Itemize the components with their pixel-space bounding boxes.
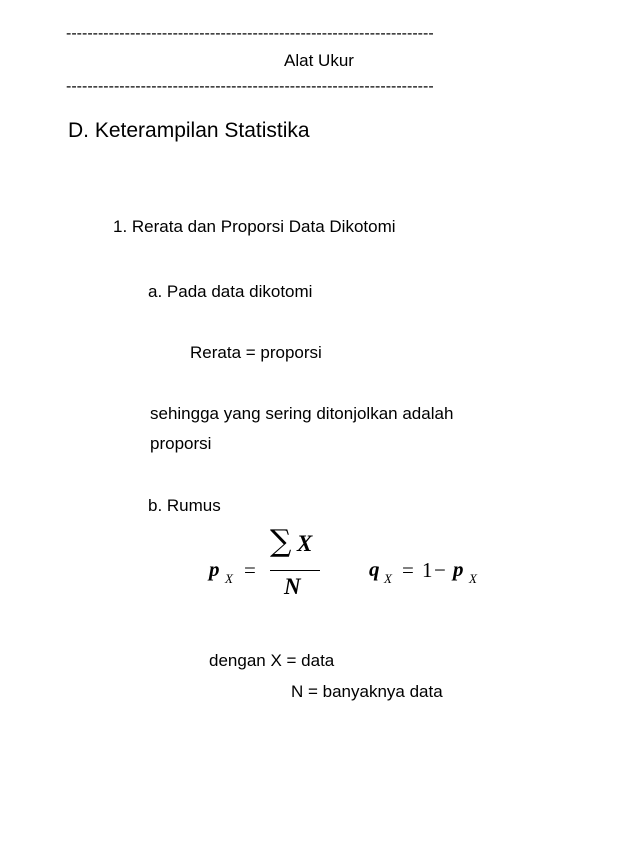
formula-1-numerator: X [297, 531, 313, 556]
subsection-heading: 1. Rerata dan Proporsi Data Dikotomi [113, 217, 396, 236]
rerata-statement: Rerata = proporsi [190, 343, 322, 362]
sehingga-line-2: proporsi [150, 434, 212, 453]
formula-2-minus: − [434, 558, 446, 582]
fraction-bar [270, 570, 320, 571]
header-top-divider: --------------------------------------------------------------------- [66, 26, 434, 42]
header-bottom-divider: --------------------------------------------------------------------- [66, 79, 434, 95]
formula-1-lhs: p [209, 557, 220, 581]
point-a: a. Pada data dikotomi [148, 282, 313, 301]
header-title: Alat Ukur [284, 51, 354, 70]
formula-1-lhs-subscript: X [225, 571, 233, 586]
formula-1-denominator: N [284, 574, 301, 599]
formula-2-rhs-subscript: X [469, 571, 477, 586]
sehingga-line-1: sehingga yang sering ditonjolkan adalah [150, 404, 454, 423]
formula-2-one: 1 [422, 558, 433, 582]
banyaknya-line: N = banyaknya data [291, 682, 443, 701]
section-title: D. Keterampilan Statistika [68, 119, 310, 142]
formula-2-lhs: q [369, 557, 380, 581]
formula-2-rhs: p [453, 557, 464, 581]
point-b: b. Rumus [148, 496, 221, 515]
formula-2-lhs-subscript: X [384, 571, 392, 586]
sum-symbol: ∑ [270, 524, 292, 559]
dengan-line: dengan X = data [209, 651, 335, 670]
formula-1-equals: = [244, 558, 256, 582]
formula-2-equals: = [402, 558, 414, 582]
